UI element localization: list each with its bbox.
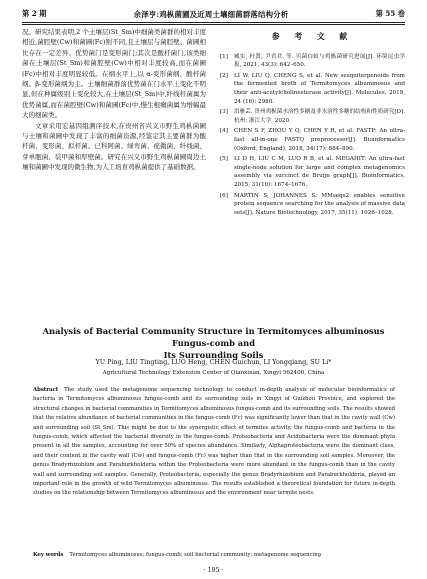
reference-item [220,155,405,189]
abstract-text: The study used the metagenome sequencing technology to conduct in-depth analysis of molecular bioinformatics of bacteria in Termitomyces albuminosus fungus-comb and its surrounding soils in Xingyi of Guizhou Province, and explored the structural changes in bacterial communities in Termitomyces albuminosus fungus-comb and its surrounding soils. The results showed that the relative abundance of bacterial communities in the fungus-comb (Fc) was significantly lower than that in the cavity wall (Cw) and surrounding soil (St_Sm). This might be due to the synergistic effect of termites activity, the fungus-comb and bacteria in the fungus-comb, which affected the bacterial diversity in the fungus-comb. Proteobacteria and Acidobacteria were the dominant phyla present in all the samples, accounting for over 50% of species abundance. Similarly, Alphaproteobacteria were the dominant class, and their content in the cavity wall (Cw) and fungus-comb (Fc) was higher than that in the surrounding soil samples. Moreover, the genus Bradyrhizobium and Paraburkholderia within the Proteobacteria were more abundant in the fungus-comb than in the cavity wall and surrounding soil samples. Generally, Proteobacteria, especially the genus Bradyrhizobium and Paraburkholderia, played an important role in the growth of wild Termitomyces albuminosus. The results established a theoretical foundation for future in-depth studies on the relationship between Termitomyces albuminosus and the environment near termite nests. [33,387,395,497]
header-rule [22,24,405,25]
header-issue: 第 2 期 [22,9,47,18]
reference-item [220,127,405,153]
header-title: 余泽亨:鸡枞菌圃及近周土壤细菌群落结构分析 [133,9,289,19]
english-title-line: Analysis of Bacterial Community Structure in Termitomyces albuminosus Fungus-comb and [42,326,385,348]
reference-number: [3] [220,109,228,116]
abstract [33,386,395,499]
reference-number: [5] [220,156,228,163]
reference-text: 臧实, 杜贤, 尹君君, 等. 贝菌白蚁与鸡枞菌研究进展[J]. 环境昆虫学报, 2021, 43(3): 642–650. [234,53,405,69]
reference-item [220,72,405,106]
reference-item [220,108,405,125]
reference-text: LI D H, LIU C M, LUO R B, et al. MEGAHIT: An ultra-fast single-node solution for large and complex metagenomics assembly via succinct de Bruijn graph[J]. Bioinformatics, 2015, 31(10): 1674–1676. [234,156,405,188]
abstract-label: Abstract [33,387,59,393]
reference-text: 洪雅芸. 贵州鸡枞菌水溶性多糖及非水溶性多糖的结构和性质研究[D]. 杭州: 浙江大学, 2020. [234,109,405,124]
reference-number: [6] [220,192,228,199]
body-text-column [22,27,206,173]
keywords-label: Key words [33,552,64,558]
reference-item [220,53,405,70]
reference-text: MARTIN S, JOHANNES S. MMseqs2 enables sensitive protein sequence searching for the analysis of massive data sets[J]. Nature Biotechnology, 2017, 35(11): 1026–1028. [234,192,405,216]
reference-item [220,192,405,218]
reference-number: [1] [220,53,228,60]
running-header [22,6,405,23]
references-title: 参 考 文 献 [271,32,354,41]
keywords-text: Termitomyces albuminosus; fungus-comb; soil bacterial community; metagenome sequencing [69,552,322,558]
body-paragraph: 况。研究结果表明,2 个土壤层(St_Sm)中细菌类菌群的相对丰度相近,菌腔壁(Cw)和菌圃(Fc)则不同,且土壤层与菌腔壁、菌圃相比存在一定差异。优势菌门是变形菌门;其次是酸杆菌门,该类细菌在土壤层(St_Sm)和菌腔壁(Cw)中相对丰度较高,而在菌圃(Fc)中相对丰度明显较低。在纲水平上,以 α-变形菌纲、酸杆菌纲、β-变形菌纲为主。土壤细菌群落优势菌在门水平上变化不明显,但在种属级别上变化较大,在土壤层(St_Sm)中,纤线杆菌属为优势菌属,而在菌腔壁(Cw)和菌圃(Fc)中,慢生根瘤菌属为增幅最大的细菌类。 [22,28,206,120]
page-number: · 195 · [203,567,224,574]
english-title-line: Its Surrounding Soils [163,350,264,360]
reference-number: [2] [220,72,228,79]
reference-number: [4] [220,128,228,135]
keywords [33,551,395,560]
body-paragraph: 文章采用宏基因组测序技术,在贵州省兴义市野生鸡枞菌圃与土壤和菌圃中发现了丰富的细菌资源,经鉴定其主要菌群为酸杆菌、变形菌、拟杆菌、已科阿菌、绿弯菌、疣微菌、纤线菌、芽单胞菌、装甲菌和厚壁菌。研究在兴义市野生鸡枞菌圃周边土壤和菌圃中发现的微生物,为人工培育鸡枞菌提供了基础数据。 [22,121,206,172]
header-volume: 第 55 卷 [375,9,405,18]
reference-text: LI W, LIU Q, CHENG S, et al. New sesquiterpenoids from the fermented broth of Termitomyces albuminosus and their anti-acetylcholinesterase activity[J]. Molecules, 2019, 24 (16): 2980. [234,72,405,105]
english-title [30,325,397,361]
affiliation: Agricultural Technology Extension Center of Qianxinan, Xingyi 562400, China [102,370,325,376]
authors: YU Ping, LIU Tingting, LUO Heng, CHEN Guichun, LI Yongqiang, SU Li* [95,358,332,366]
references-column [220,27,405,219]
reference-text: CHEN S F, ZHOU Y Q, CHEN Y R, et al. FASTP: An ultra-fast all-in-one FASTQ preprocessor[J]. Bioinformatics (Oxford, England), 2018, 34(17): 884–890. [234,128,405,152]
